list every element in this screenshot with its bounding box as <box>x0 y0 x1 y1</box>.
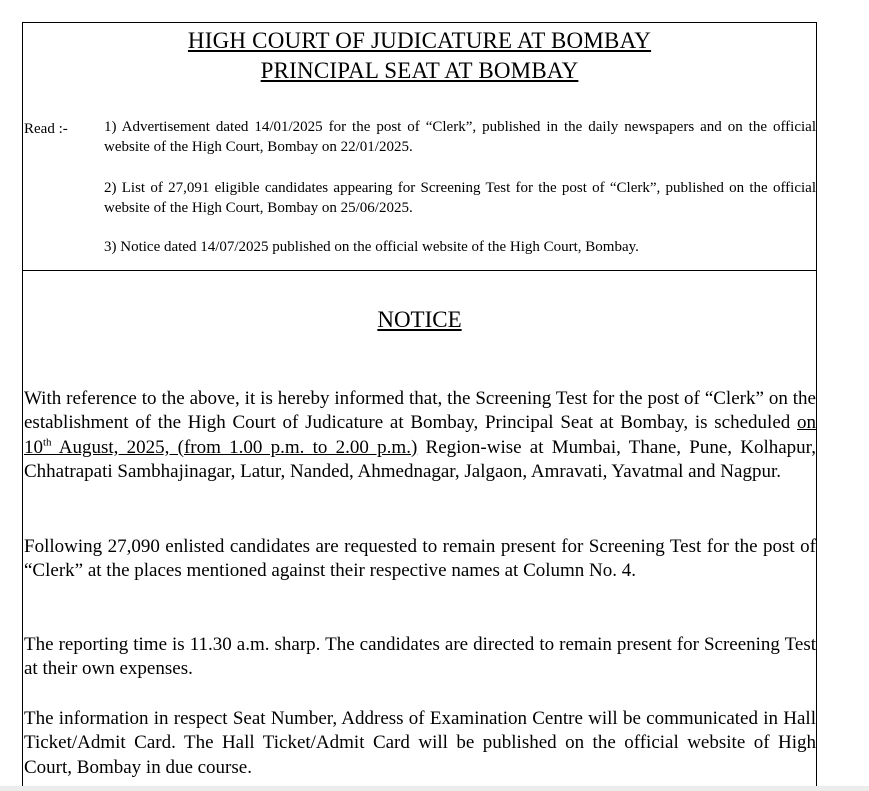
header-block <box>23 23 816 271</box>
notice-title: NOTICE <box>377 307 462 332</box>
read-label: Read :- <box>24 121 68 137</box>
notice-paragraph-1 <box>24 387 816 485</box>
notice-paragraph-4: The information in respect Seat Number, Address of Examination Centre will be communicated in Hall Ticket/Admit Card. The Hall Ticket/Admit Card will be published on the official website of High Court, Bombay in due course. <box>24 708 816 778</box>
notice-paragraph-3: The reporting time is 11.30 a.m. sharp. The candidates are directed to remain present for Screening Test at their own expenses. <box>24 634 816 680</box>
bottom-strip <box>0 786 869 791</box>
p1-regions: Region-wise at Mumbai, Thane, Pune, Kolhapur, Chhatrapati Sambhajinagar, Latur, Nanded, Ahmednagar, Jalgaon, Amravati, Yavatmal and Nagpur. <box>24 436 816 483</box>
reference-item-1: 1) Advertisement dated 14/01/2025 for the post of “Clerk”, published in the daily newspapers and on the official website of the High Court, Bombay on 22/01/2025. <box>104 119 816 155</box>
exam-date-a: on 10 <box>24 412 816 458</box>
p1-intro: With reference to the above, it is hereby informed that, the Screening Test for the post of “Clerk” on the establishment of the High Court of Judicature at Bombay, Principal Seat at Bombay, is scheduled <box>24 388 816 434</box>
exam-date-sup: th <box>43 436 52 449</box>
court-title: HIGH COURT OF JUDICATURE AT BOMBAY <box>187 28 652 53</box>
exam-date-b: August, 2025, (from 1.00 p.m. to 2.00 p.m.) <box>51 436 418 458</box>
reference-item-2: 2) List of 27,091 eligible candidates appearing for Screening Test for the post of “Clerk”, published on the official website of the High Court, Bombay on 25/06/2025. <box>104 180 816 216</box>
seat-title: PRINCIPAL SEAT AT BOMBAY <box>260 58 579 83</box>
reference-item-3: 3) Notice dated 14/07/2025 published on the official website of the High Court, Bombay. <box>104 239 639 255</box>
document-page <box>22 22 817 791</box>
notice-paragraph-2: Following 27,090 enlisted candidates are requested to remain present for Screening Test for the post of “Clerk” at the places mentioned against their respective names at Column No. 4. <box>24 536 816 582</box>
